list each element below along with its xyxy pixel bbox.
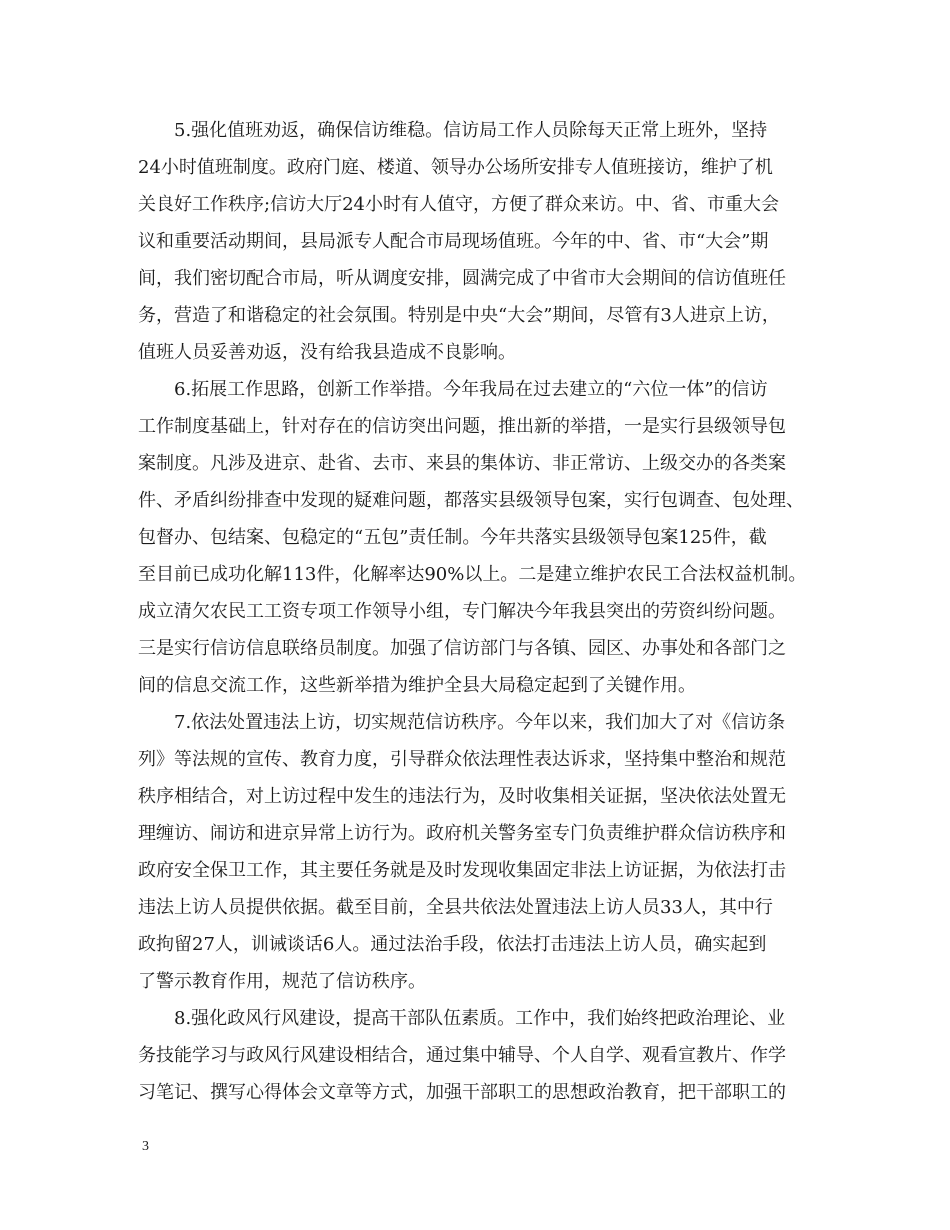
paragraph-line: 工作制度基础上，针对存在的信访突出问题，推出新的举措，一是实行县级领导包 [138,416,786,437]
paragraph-line: 秩序相结合，对上访过程中发生的违法行为，及时收集相关证据，坚决依法处置无 [138,786,786,807]
paragraph-line: 值班人员妥善劝返，没有给我县造成不良影响。 [138,342,516,363]
paragraph-line: 8.强化政风行风建设，提高干部队伍素质。工作中，我们始终把政治理论、业 [174,1008,786,1029]
paragraph-line: 理缠访、闹访和进京异常上访行为。政府机关警务室专门负责维护群众信访秩序和 [138,823,786,844]
paragraph-line: 违法上访人员提供依据。截至目前，全县共依法处置违法上访人员33人，其中行 [138,897,773,918]
paragraph-line: 至目前已成功化解113件，化解率达90%以上。二是建立维护农民工合法权益机制。 [138,564,807,585]
paragraph-line: 包督办、包结案、包稳定的“五包”责任制。今年共落实县级领导包案125件，截 [138,527,767,548]
paragraph-line: 习笔记、撰写心得体会文章等方式，加强干部职工的思想政治教育，把干部职工的 [138,1082,786,1103]
paragraph-line: 成立清欠农民工工资专项工作领导小组，专门解决今年我县突出的劳资纠纷问题。 [138,601,786,622]
paragraph-line: 案制度。凡涉及进京、赴省、去市、来县的集体访、非正常访、上级交办的各类案 [138,453,786,474]
paragraph-line: 了警示教育作用，规范了信访秩序。 [138,971,426,992]
paragraph-line: 件、矛盾纠纷排查中发现的疑难问题，都落实县级领导包案，实行包调查、包处理、 [138,490,804,511]
paragraph-line: 7.依法处置违法上访，切实规范信访秩序。今年以来，我们加大了对《信访条 [174,712,786,733]
paragraph-line: 务，营造了和谐稳定的社会氛围。特别是中央“大会”期间，尽管有3人进京上访， [138,305,780,326]
paragraph-line: 关良好工作秩序;信访大厅24小时有人值守，方便了群众来访。中、省、市重大会 [138,194,779,215]
paragraph-line: 议和重要活动期间，县局派专人配合市局现场值班。今年的中、省、市“大会”期 [138,231,769,252]
paragraph-line: 间的信息交流工作，这些新举措为维护全县大局稳定起到了关键作用。 [138,675,696,696]
paragraph-line: 间，我们密切配合市局，听从调度安排，圆满完成了中省市大会期间的信访值班任 [138,268,786,289]
paragraph-line: 列》等法规的宣传、教育力度，引导群众依法理性表达诉求，坚持集中整治和规范 [138,749,786,770]
paragraph-line: 24小时值班制度。政府门庭、楼道、领导办公场所安排专人值班接访，维护了机 [138,157,773,178]
paragraph-line: 政府安全保卫工作，其主要任务就是及时发现收集固定非法上访证据，为依法打击 [138,860,786,881]
paragraph-line: 三是实行信访信息联络员制度。加强了信访部门与各镇、园区、办事处和各部门之 [138,638,786,659]
paragraph-line: 务技能学习与政风行风建设相结合，通过集中辅导、个人自学、观看宣教片、作学 [138,1045,786,1066]
paragraph-line: 政拘留27人，训诫谈话6人。通过法治手段，依法打击违法上访人员，确实起到 [138,934,767,955]
page-number: 3 [142,1139,149,1154]
paragraph-line: 6.拓展工作思路，创新工作举措。今年我局在过去建立的“六位一体”的信访 [174,379,768,400]
paragraph-line: 5.强化值班劝返，确保信访维稳。信访局工作人员除每天正常上班外，坚持 [174,120,768,141]
